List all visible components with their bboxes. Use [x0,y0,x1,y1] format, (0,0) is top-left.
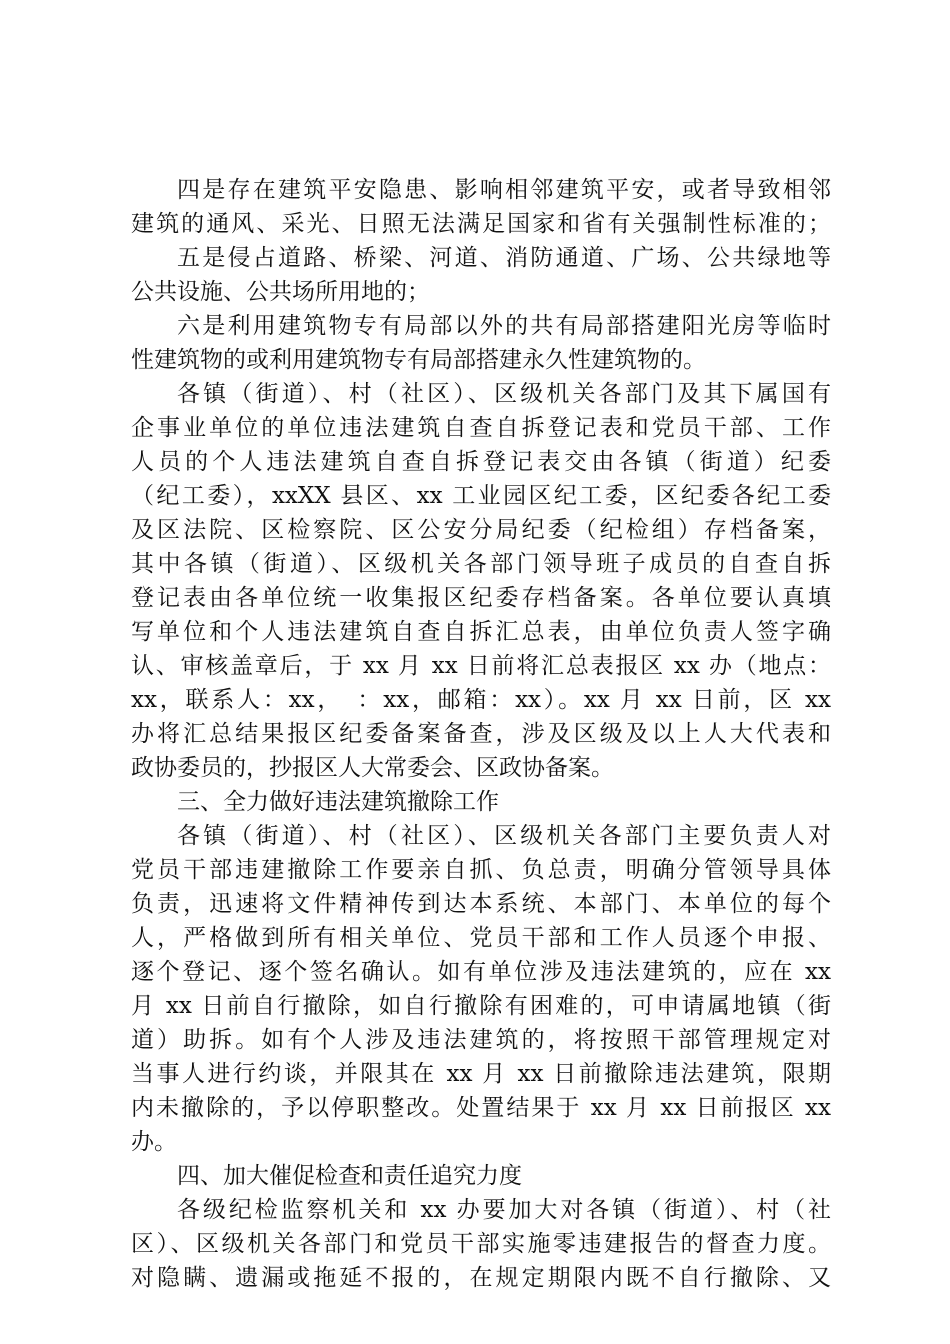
section-heading: 四、加大催促检查和责任追究力度 [177,1163,522,1189]
text-line: 企事业单位的单位违法建筑自查自拆登记表和党员干部、工作 [131,415,831,441]
section-heading: 三、全力做好违法建筑撤除工作 [177,789,499,815]
text-line: 当事人进行约谈，并限其在 xx 月 xx 日前撤除违法建筑，限期 [131,1061,831,1087]
text-line: 办将汇总结果报区纪委备案备查，涉及区级及以上人大代表和 [131,721,831,747]
text-line: 内未撤除的，予以停职整改。处置结果于 xx 月 xx 日前报区 xx [131,1095,831,1121]
text-line: 政协委员的，抄报区人大常委会、区政协备案。 [131,755,614,781]
text-line: 人员的个人违法建筑自查自拆登记表交由各镇（街道）纪委 [131,449,831,475]
text-line: 逐个登记、逐个签名确认。如有单位涉及违法建筑的，应在 xx [131,959,831,985]
text-line: 写单位和个人违法建筑自查自拆汇总表，由单位负责人签字确 [131,619,831,645]
text-line: 五是侵占道路、桥梁、河道、消防通道、广场、公共绿地等 [177,245,831,271]
text-line: 登记表由各单位统一收集报区纪委存档备案。各单位要认真填 [131,585,831,611]
text-line: 各镇（街道）、村（社区）、区级机关各部门及其下属国有 [177,381,831,407]
text-line: 建筑的通风、采光、日照无法满足国家和省有关强制性标准的； [131,211,831,237]
text-line: （纪工委），xxXX 县区、xx 工业园区纪工委，区纪委各纪工委 [131,483,831,509]
text-line: xx，联系人：xx， ：xx，邮箱：xx）。xx 月 xx 日前，区 xx [131,687,831,713]
text-line: 各镇（街道）、村（社区）、区级机关各部门主要负责人对 [177,823,831,849]
text-line: 对隐瞒、遗漏或拖延不报的，在规定期限内既不自行撤除、又 [131,1265,831,1291]
text-line: 办。 [131,1129,177,1155]
text-line: 道）助拆。如有个人涉及违法建筑的，将按照干部管理规定对 [131,1027,831,1053]
text-line: 性建筑物的或利用建筑物专有局部搭建永久性建筑物的。 [131,347,706,373]
text-line: 党员干部违建撤除工作要亲自抓、负总责，明确分管领导具体 [131,857,831,883]
text-line: 人，严格做到所有相关单位、党员干部和工作人员逐个申报、 [131,925,831,951]
text-line: 其中各镇（街道）、区级机关各部门领导班子成员的自查自拆 [131,551,831,577]
text-line: 认、审核盖章后，于 xx 月 xx 日前将汇总表报区 xx 办（地点： [131,653,831,679]
text-line: 及区法院、区检察院、区公安分局纪委（纪检组）存档备案， [131,517,831,543]
text-line: 六是利用建筑物专有局部以外的共有局部搭建阳光房等临时 [177,313,831,339]
text-line: 负责，迅速将文件精神传到达本系统、本部门、本单位的每个 [131,891,831,917]
text-line: 月 xx 日前自行撤除，如自行撤除有困难的，可申请属地镇（街 [131,993,831,1019]
text-line: 各级纪检监察机关和 xx 办要加大对各镇（街道）、村（社 [177,1197,831,1223]
text-line: 四是存在建筑平安隐患、影响相邻建筑平安，或者导致相邻 [177,177,831,203]
text-line: 公共设施、公共场所用地的； [131,279,430,305]
text-line: 区）、区级机关各部门和党员干部实施零违建报告的督查力度。 [131,1231,831,1257]
